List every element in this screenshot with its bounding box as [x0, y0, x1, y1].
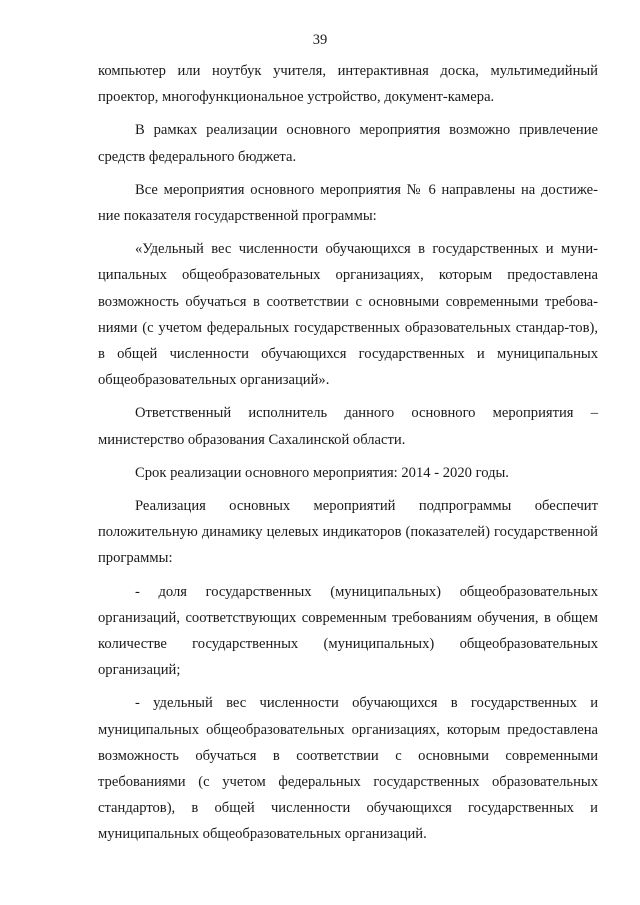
list-item-share-of-organizations: - доля государственных (муниципальных) общеобразовательных организаций, соответствующих современным требованиям обучения, в общем количестве государственных (муниципальных) общеобразовательных организаций; [98, 583, 598, 679]
paragraph-measures-aimed: Все мероприятия основного мероприятия № 6 направлены на достиже-ние показателя государственной программы: [98, 181, 598, 225]
paragraph-equipment-continuation: компьютер или ноутбук учителя, интерактивная доска, мультимедийный проектор, многофункциональное устройство, документ-камера. [98, 63, 598, 106]
paragraph-implementation-period: Срок реализации основного мероприятия: 2014 - 2020 годы. [135, 464, 509, 481]
paragraph-federal-budget: В рамках реализации основного мероприятия возможно привлечение средств федерального бюджета. [98, 122, 598, 165]
list-item-share-of-students: - удельный вес численности обучающихся в государственных и муниципальных общеобразовательных организациях, которым предоставлена возможность обучаться в соответствии с основными современными требованиями (с учетом федеральных государственных образовательных стандартов), в общей численности обучающихся государственных и муниципальных общеобразовательных организаций. [98, 695, 598, 843]
paragraph-responsible-executor: Ответственный исполнитель данного основного мероприятия – министерство образования Сахалинской области. [98, 405, 598, 448]
document-body [98, 58, 598, 848]
paragraph-positive-dynamics: Реализация основных мероприятий подпрограммы обеспечит положительную динамику целевых индикаторов (показателей) государственной программы: [98, 498, 598, 567]
page-number: 39 [312, 32, 328, 48]
paragraph-indicator-quote: «Удельный вес численности обучающихся в государственных и муни-ципальных общеобразовательных организациях, которым предоставлена возможность обучаться в соответствии с основными современными требова-ниями (с учетом федеральных государственных образовательных стандар-тов), в общей численности обучающихся государственных и муниципальных общеобразовательных организаций». [98, 241, 598, 389]
